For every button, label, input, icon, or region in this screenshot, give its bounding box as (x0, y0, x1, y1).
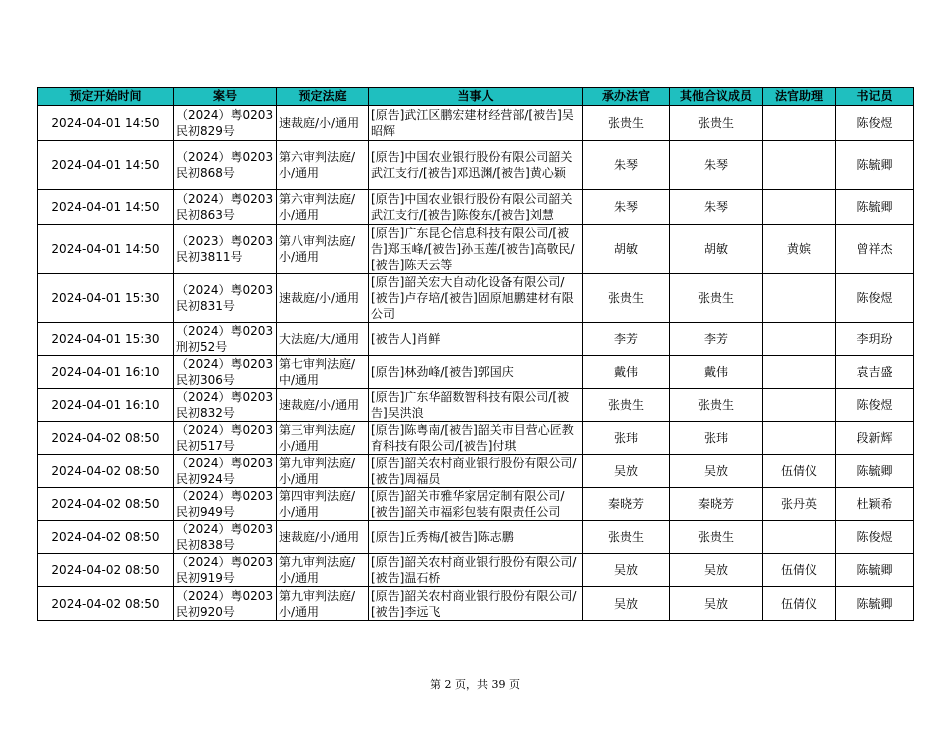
panel-members-cell: 李芳 (670, 323, 763, 356)
table-row (38, 455, 914, 488)
clerk-cell: 陈毓卿 (836, 587, 914, 621)
case-number-cell: （2024）粤0203民初949号 (174, 488, 277, 521)
courtroom-cell: 速裁庭/小/通用 (277, 521, 369, 554)
table-row (38, 225, 914, 274)
table-row (38, 422, 914, 455)
table-row (38, 274, 914, 323)
clerk-cell: 袁吉盛 (836, 356, 914, 389)
hearing-schedule-table (37, 87, 914, 621)
courtroom-cell: 第七审判法庭/中/通用 (277, 356, 369, 389)
parties-cell: [原告]陈粤南/[被告]韶关市目营心匠教育科技有限公司/[被告]付琪 (369, 422, 583, 455)
case-number-cell: （2024）粤0203刑初52号 (174, 323, 277, 356)
panel-members-cell: 吴放 (670, 587, 763, 621)
parties-cell: [原告]韶关宏大自动化设备有限公司/[被告]卢存培/[被告]固原旭鹏建材有限公司 (369, 274, 583, 323)
courtroom-cell: 第四审判法庭/小/通用 (277, 488, 369, 521)
courtroom-cell: 第九审判法庭/小/通用 (277, 554, 369, 587)
presiding-judge-cell: 吴放 (583, 587, 670, 621)
start-time-cell: 2024-04-01 15:30 (38, 323, 174, 356)
presiding-judge-cell: 朱琴 (583, 190, 670, 225)
case-number-cell: （2023）粤0203民初3811号 (174, 225, 277, 274)
presiding-judge-cell: 张贵生 (583, 106, 670, 141)
parties-cell: [原告]武江区鹏宏建材经营部/[被告]吴昭辉 (369, 106, 583, 141)
clerk-cell: 陈毓卿 (836, 554, 914, 587)
judge-assistant-cell (763, 422, 836, 455)
judge-assistant-cell (763, 356, 836, 389)
clerk-cell: 陈俊煜 (836, 106, 914, 141)
parties-cell: [原告]韶关农村商业银行股份有限公司/[被告]周福员 (369, 455, 583, 488)
judge-assistant-cell (763, 323, 836, 356)
courtroom-cell: 第三审判法庭/小/通用 (277, 422, 369, 455)
column-header-judge-assistant: 法官助理 (763, 88, 836, 106)
table-row (38, 554, 914, 587)
courtroom-cell: 第九审判法庭/小/通用 (277, 455, 369, 488)
presiding-judge-cell: 秦晓芳 (583, 488, 670, 521)
presiding-judge-cell: 李芳 (583, 323, 670, 356)
start-time-cell: 2024-04-01 14:50 (38, 141, 174, 190)
case-number-cell: （2024）粤0203民初838号 (174, 521, 277, 554)
parties-cell: [原告]韶关农村商业银行股份有限公司/[被告]李远飞 (369, 587, 583, 621)
judge-assistant-cell: 伍倩仪 (763, 455, 836, 488)
case-number-cell: （2024）粤0203民初306号 (174, 356, 277, 389)
judge-assistant-cell (763, 521, 836, 554)
case-number-cell: （2024）粤0203民初517号 (174, 422, 277, 455)
start-time-cell: 2024-04-01 16:10 (38, 389, 174, 422)
table-row (38, 190, 914, 225)
parties-cell: [原告]韶关市雅华家居定制有限公司/[被告]韶关市福彩包装有限责任公司 (369, 488, 583, 521)
parties-cell: [原告]中国农业银行股份有限公司韶关武江支行/[被告]邓迅渊/[被告]黄心颖 (369, 141, 583, 190)
clerk-cell: 段新辉 (836, 422, 914, 455)
presiding-judge-cell: 张贵生 (583, 389, 670, 422)
presiding-judge-cell: 吴放 (583, 554, 670, 587)
clerk-cell: 陈俊煜 (836, 521, 914, 554)
clerk-cell: 陈毓卿 (836, 455, 914, 488)
presiding-judge-cell: 胡敏 (583, 225, 670, 274)
start-time-cell: 2024-04-01 14:50 (38, 106, 174, 141)
courtroom-cell: 第六审判法庭/小/通用 (277, 141, 369, 190)
start-time-cell: 2024-04-01 14:50 (38, 190, 174, 225)
start-time-cell: 2024-04-01 15:30 (38, 274, 174, 323)
judge-assistant-cell (763, 274, 836, 323)
courtroom-cell: 速裁庭/小/通用 (277, 274, 369, 323)
judge-assistant-cell (763, 106, 836, 141)
table-row (38, 356, 914, 389)
table-row (38, 488, 914, 521)
panel-members-cell: 朱琴 (670, 190, 763, 225)
page-footer: 第 2 页，共 39 页 (430, 678, 520, 691)
column-header-case-number: 案号 (174, 88, 277, 106)
presiding-judge-cell: 张玮 (583, 422, 670, 455)
case-number-cell: （2024）粤0203民初831号 (174, 274, 277, 323)
courtroom-cell: 第六审判法庭/小/通用 (277, 190, 369, 225)
column-header-courtroom: 预定法庭 (277, 88, 369, 106)
presiding-judge-cell: 张贵生 (583, 274, 670, 323)
column-header-presiding-judge: 承办法官 (583, 88, 670, 106)
presiding-judge-cell: 吴放 (583, 455, 670, 488)
panel-members-cell: 张玮 (670, 422, 763, 455)
judge-assistant-cell: 张丹英 (763, 488, 836, 521)
panel-members-cell: 张贵生 (670, 274, 763, 323)
case-number-cell: （2024）粤0203民初829号 (174, 106, 277, 141)
start-time-cell: 2024-04-02 08:50 (38, 488, 174, 521)
parties-cell: [原告]广东华韶数智科技有限公司/[被告]吴洪浪 (369, 389, 583, 422)
start-time-cell: 2024-04-02 08:50 (38, 455, 174, 488)
case-number-cell: （2024）粤0203民初832号 (174, 389, 277, 422)
parties-cell: [被告人]肖鲜 (369, 323, 583, 356)
courtroom-cell: 速裁庭/小/通用 (277, 389, 369, 422)
table-header-row (38, 88, 914, 106)
case-number-cell: （2024）粤0203民初924号 (174, 455, 277, 488)
table-row (38, 587, 914, 621)
panel-members-cell: 朱琴 (670, 141, 763, 190)
case-number-cell: （2024）粤0203民初868号 (174, 141, 277, 190)
clerk-cell: 陈俊煜 (836, 274, 914, 323)
parties-cell: [原告]广东昆仑信息科技有限公司/[被告]郑玉峰/[被告]孙玉莲/[被告]高敬民/[被告]陈天云等 (369, 225, 583, 274)
case-number-cell: （2024）粤0203民初920号 (174, 587, 277, 621)
start-time-cell: 2024-04-02 08:50 (38, 554, 174, 587)
clerk-cell: 李玥玢 (836, 323, 914, 356)
clerk-cell: 陈毓卿 (836, 190, 914, 225)
clerk-cell: 陈俊煜 (836, 389, 914, 422)
panel-members-cell: 吴放 (670, 554, 763, 587)
case-number-cell: （2024）粤0203民初919号 (174, 554, 277, 587)
table-row (38, 521, 914, 554)
courtroom-cell: 速裁庭/小/通用 (277, 106, 369, 141)
table-row (38, 323, 914, 356)
panel-members-cell: 戴伟 (670, 356, 763, 389)
clerk-cell: 杜颖希 (836, 488, 914, 521)
parties-cell: [原告]中国农业银行股份有限公司韶关武江支行/[被告]陈俊东/[被告]刘慧 (369, 190, 583, 225)
presiding-judge-cell: 朱琴 (583, 141, 670, 190)
judge-assistant-cell (763, 389, 836, 422)
case-number-cell: （2024）粤0203民初863号 (174, 190, 277, 225)
panel-members-cell: 胡敏 (670, 225, 763, 274)
courtroom-cell: 大法庭/大/通用 (277, 323, 369, 356)
column-header-clerk: 书记员 (836, 88, 914, 106)
presiding-judge-cell: 戴伟 (583, 356, 670, 389)
parties-cell: [原告]丘秀梅/[被告]陈志鹏 (369, 521, 583, 554)
judge-assistant-cell: 伍倩仪 (763, 587, 836, 621)
table-row (38, 141, 914, 190)
start-time-cell: 2024-04-01 14:50 (38, 225, 174, 274)
panel-members-cell: 张贵生 (670, 106, 763, 141)
courtroom-cell: 第九审判法庭/小/通用 (277, 587, 369, 621)
column-header-panel-members: 其他合议成员 (670, 88, 763, 106)
presiding-judge-cell: 张贵生 (583, 521, 670, 554)
panel-members-cell: 张贵生 (670, 389, 763, 422)
clerk-cell: 陈毓卿 (836, 141, 914, 190)
judge-assistant-cell: 黄嫔 (763, 225, 836, 274)
panel-members-cell: 张贵生 (670, 521, 763, 554)
parties-cell: [原告]韶关农村商业银行股份有限公司/[被告]温石桥 (369, 554, 583, 587)
start-time-cell: 2024-04-02 08:50 (38, 521, 174, 554)
start-time-cell: 2024-04-01 16:10 (38, 356, 174, 389)
column-header-parties: 当事人 (369, 88, 583, 106)
courtroom-cell: 第八审判法庭/小/通用 (277, 225, 369, 274)
judge-assistant-cell (763, 141, 836, 190)
clerk-cell: 曾祥杰 (836, 225, 914, 274)
parties-cell: [原告]林劲峰/[被告]郭国庆 (369, 356, 583, 389)
panel-members-cell: 秦晓芳 (670, 488, 763, 521)
table-row (38, 106, 914, 141)
panel-members-cell: 吴放 (670, 455, 763, 488)
judge-assistant-cell: 伍倩仪 (763, 554, 836, 587)
column-header-start-time: 预定开始时间 (38, 88, 174, 106)
start-time-cell: 2024-04-02 08:50 (38, 587, 174, 621)
start-time-cell: 2024-04-02 08:50 (38, 422, 174, 455)
table-row (38, 389, 914, 422)
judge-assistant-cell (763, 190, 836, 225)
